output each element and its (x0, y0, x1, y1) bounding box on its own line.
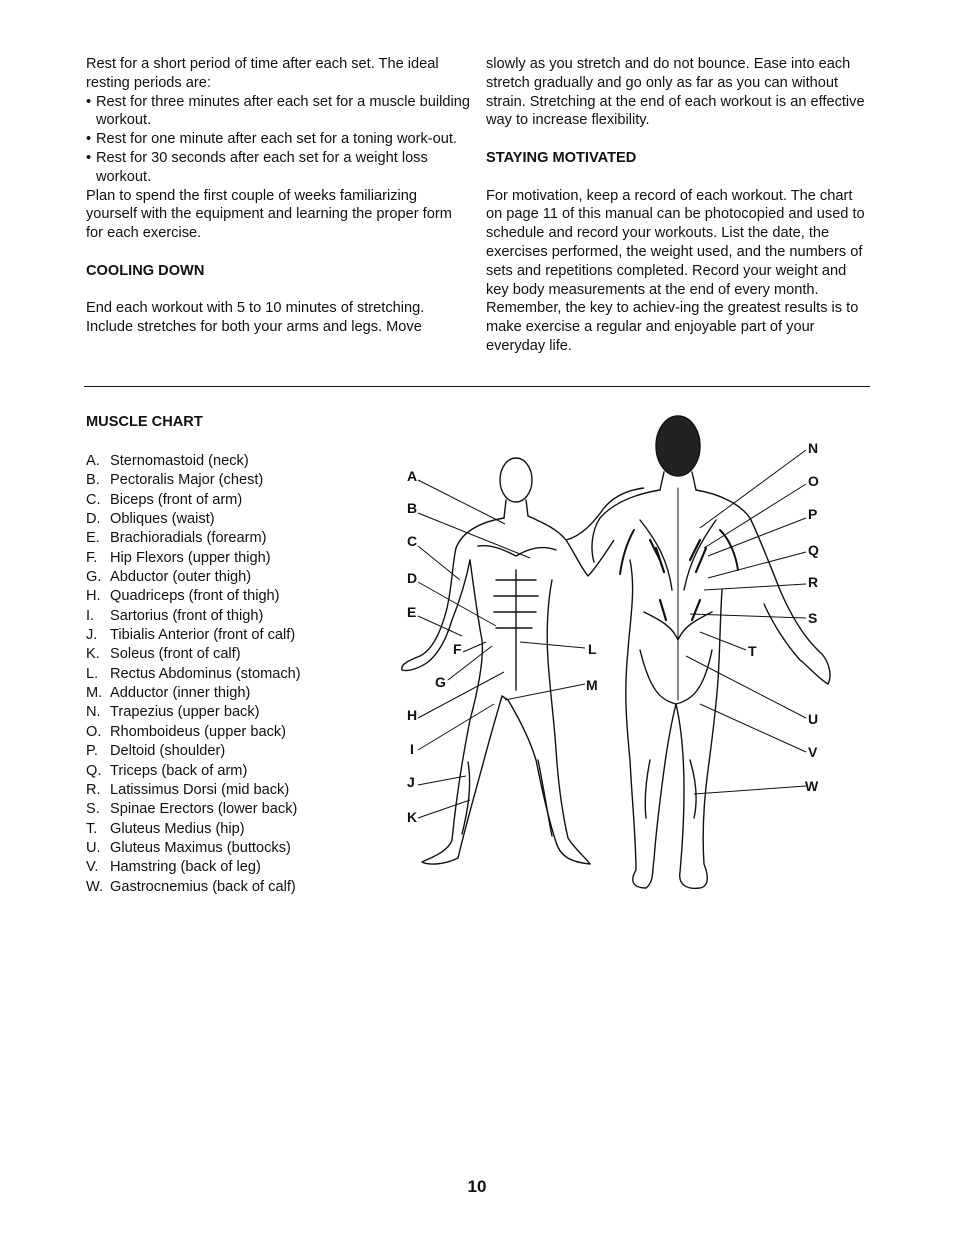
figure-label-p: P (808, 506, 818, 522)
muscle-letter: G. (86, 569, 102, 586)
muscle-name: Sartorius (front of thigh) (110, 607, 264, 624)
figure-label-t: T (748, 643, 757, 659)
stretch-paragraph: slowly as you stretch and do not bounce. Ease into each stretch gradually and go only as far as you can without strain. Stretching at the end of each workout is an effective way to increase flexibility. (486, 56, 865, 129)
figure-label-k: K (407, 809, 418, 825)
muscle-name: Gluteus Medius (hip) (110, 820, 245, 837)
muscle-letter: J. (86, 627, 98, 644)
muscle-item-d (86, 510, 301, 529)
rest-bullet-2: • Rest for one minute after each set for a toning work-out. (86, 130, 470, 149)
figure-label-h: H (407, 707, 418, 723)
muscle-item-s (86, 800, 301, 819)
figure-label-m: M (586, 677, 598, 693)
muscle-item-a (86, 452, 301, 471)
figure-label-e: E (407, 604, 417, 620)
figure-label-f: F (453, 641, 462, 657)
muscle-letter: T. (86, 820, 98, 837)
muscle-letter: M. (86, 685, 103, 702)
muscle-letter: D. (86, 511, 101, 528)
muscle-name: Latissimus Dorsi (mid back) (110, 781, 290, 798)
muscle-letter: P. (86, 743, 98, 760)
muscle-item-c (86, 491, 301, 510)
muscle-letter: U. (86, 839, 101, 856)
muscle-item-w (86, 878, 301, 897)
figure-label-i: I (410, 741, 414, 757)
muscle-item-f (86, 549, 301, 568)
muscle-letter: K. (86, 646, 100, 663)
cooling-down-heading: COOLING DOWN (86, 262, 205, 279)
muscle-letter: H. (86, 588, 101, 605)
muscle-item-n (86, 703, 301, 722)
muscle-name: Tibialis Anterior (front of calf) (110, 627, 296, 644)
muscle-name: Brachioradials (forearm) (110, 530, 267, 547)
muscle-item-l (86, 665, 301, 684)
rest-bullet-list (86, 93, 470, 187)
muscle-name: Triceps (back of arm) (110, 762, 248, 779)
figure-label-g: G (435, 674, 446, 690)
muscle-letter: B. (86, 472, 100, 489)
leader-lines (418, 450, 806, 818)
muscle-item-e (86, 529, 301, 548)
muscle-name: Hip Flexors (upper thigh) (110, 549, 271, 566)
muscle-name: Sternomastoid (neck) (110, 453, 249, 469)
muscle-item-t (86, 820, 301, 839)
muscle-item-j (86, 626, 301, 645)
muscle-name: Hamstring (back of leg) (110, 859, 261, 876)
figure-label-q: Q (808, 542, 819, 558)
muscle-item-r (86, 781, 301, 800)
rest-bullet-1: • Rest for three minutes after each set for a muscle building workout. (86, 93, 470, 131)
page-number: 10 (467, 1177, 487, 1196)
muscle-name: Rectus Abdominus (stomach) (110, 665, 301, 682)
right-text-column (486, 55, 870, 356)
figure-label-r: R (808, 574, 819, 590)
muscle-letter: I. (86, 607, 95, 624)
plan-paragraph: Plan to spend the first couple of weeks familiarizing yourself with the equipment and learning the proper form for each exercise. (86, 187, 452, 242)
muscle-name: Spinae Erectors (lower back) (110, 801, 298, 818)
muscle-letter: E. (86, 530, 100, 547)
muscle-anatomy-figure (396, 410, 836, 900)
section-divider (84, 386, 870, 387)
muscle-letter: A. (86, 453, 100, 469)
figure-label-u: U (808, 711, 819, 727)
muscle-letter: C. (86, 491, 101, 508)
muscle-name: Quadriceps (front of thigh) (110, 588, 280, 605)
muscle-name: Rhomboideus (upper back) (110, 723, 287, 740)
muscle-chart-title: MUSCLE CHART (86, 414, 203, 430)
muscle-item-v (86, 858, 301, 877)
muscle-name: Obliques (waist) (110, 511, 215, 528)
figure-label-d: D (407, 570, 418, 586)
left-text-column (86, 55, 470, 337)
muscle-name: Biceps (front of arm) (110, 491, 243, 508)
muscle-name: Trapezius (upper back) (110, 704, 260, 721)
muscle-letter: F. (86, 549, 98, 566)
muscle-letter: V. (86, 859, 99, 876)
muscle-letter: L. (86, 665, 99, 682)
muscle-item-q (86, 762, 301, 781)
muscle-name: Adductor (inner thigh) (110, 685, 251, 702)
staying-motivated-heading: STAYING MOTIVATED (486, 149, 637, 166)
muscle-item-o (86, 723, 301, 742)
muscle-letter: W. (86, 878, 104, 895)
motivation-paragraph: For motivation, keep a record of each workout. The chart on page 11 of this manual can be photocopied and used to schedule and record your workouts. List the date, the exercises performed, the weight used, and the numbers of sets and repetitions completed. Record your weight and key body measurements at the end of every month. Remember, the key to achiev-ing the greatest results is to make exercise a regular and enjoyable part of your everyday life. (486, 187, 865, 354)
figure-label-c: C (407, 533, 418, 549)
muscle-name: Abductor (outer thigh) (110, 569, 252, 586)
figure-label-w: W (805, 778, 819, 794)
muscle-name: Soleus (front of calf) (110, 646, 241, 663)
muscle-item-i (86, 607, 301, 626)
muscle-name: Gluteus Maximus (buttocks) (110, 839, 291, 856)
muscle-list (86, 452, 301, 897)
muscle-name: Gastrocnemius (back of calf) (110, 878, 296, 895)
figure-label-a: A (407, 468, 418, 484)
muscle-item-g (86, 568, 301, 587)
muscle-item-p (86, 742, 301, 761)
figure-label-n: N (808, 440, 819, 456)
muscle-letter: Q. (86, 762, 102, 779)
muscle-item-u (86, 839, 301, 858)
cooling-down-paragraph: End each workout with 5 to 10 minutes of stretching. Include stretches for both your arms and legs. Move (86, 300, 425, 336)
figure-label-s: S (808, 610, 818, 626)
muscle-name: Deltoid (shoulder) (110, 743, 226, 760)
muscle-letter: S. (86, 801, 100, 818)
figure-label-l: L (588, 641, 597, 657)
muscle-item-k (86, 645, 301, 664)
back-body-illustration (592, 416, 830, 888)
muscle-item-h (86, 587, 301, 606)
muscle-letter: N. (86, 704, 101, 721)
muscle-name: Pectoralis Major (chest) (110, 472, 264, 489)
figure-label-j: J (407, 774, 415, 790)
figure-label-v: V (808, 744, 818, 760)
figure-label-o: O (808, 473, 819, 489)
rest-bullet-3: • Rest for 30 seconds after each set for a weight loss workout. (86, 149, 470, 187)
figure-label-b: B (407, 500, 418, 516)
muscle-item-m (86, 684, 301, 703)
muscle-letter: O. (86, 723, 102, 740)
muscle-letter: R. (86, 781, 101, 798)
muscle-item-b (86, 471, 301, 490)
rest-intro: Rest for a short period of time after each set. The ideal resting periods are: (86, 56, 439, 91)
